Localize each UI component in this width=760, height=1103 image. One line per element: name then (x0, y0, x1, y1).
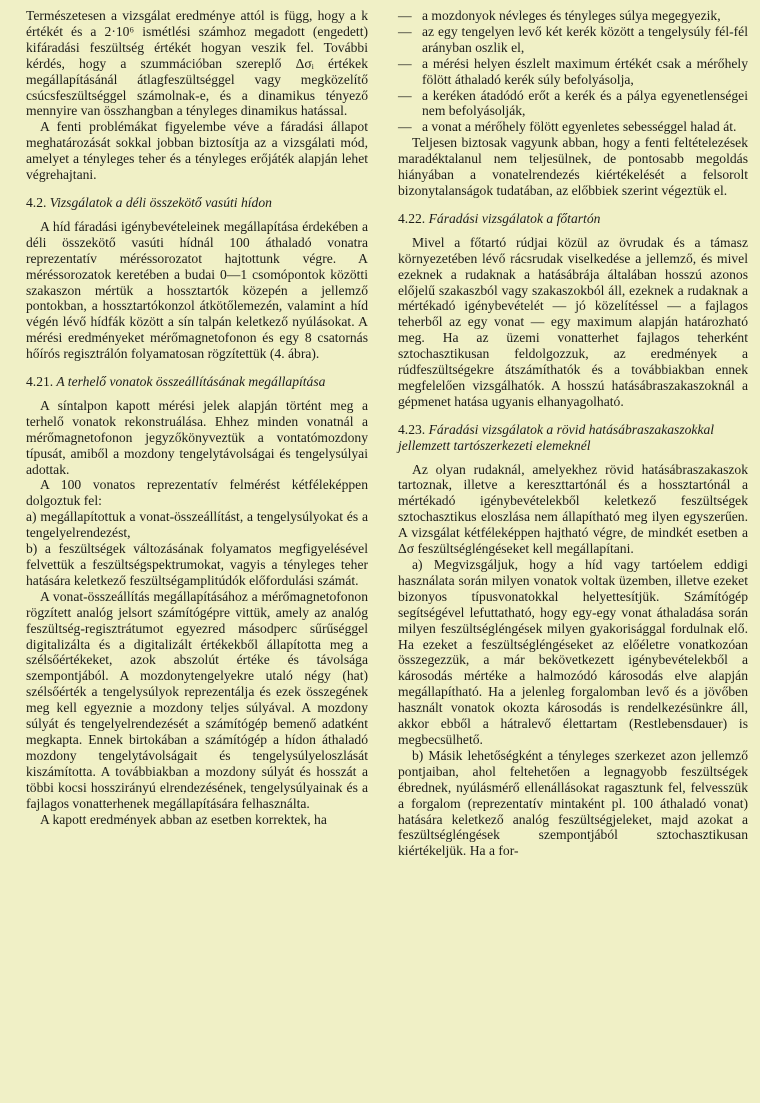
section-heading-4-22 (398, 211, 748, 227)
list-item-text: az egy tengelyen levő két kerék között a tengelysúly fél-fél arányban oszlik el, (422, 23, 748, 55)
list-item-text: a mozdonyok névleges és tényleges súlya megegyezik, (422, 8, 721, 23)
conditions-list (398, 8, 748, 135)
section-title: Vizsgálatok a déli összekötő vasúti hídon (49, 194, 272, 210)
section-heading-4-23 (398, 422, 748, 454)
paragraph-4-21-3: A vonat-összeállítás megállapításához a mérőmagnetofonon rögzített analóg jelsort számítógépre vittük, amely az analóg feszültség-regisztrátumot egyezred másodperc sűrűséggel digitalizálta és a digitalizált értékekből állapította meg a szélsőértékeket, azok abszolút értéke és távolsága szempontjából. A mozdonytengelyekre utaló négy (hat) szélsőérték a tengelysúlyok reprezentálja és ezek összegének meg kell egyeznie a mozdony teljes súlyával. A mozdony súlyát és tengelyelrendezését a számítógép bemenő adatként megkapta. Ennek birtokában a számítógép a hídon áthaladó mozdony tengelytávolságait és tengelysúlyeloszlását kiszámította. A továbbiakban a mozdony súlyát és hosszát a többi kocsi hosszirányú elrendezésének, tengelysúlyainak és a fajlagos vonatterhenek megállapítására felhasználta. (26, 588, 368, 811)
section-title: Fáradási vizsgálatok a főtartón (428, 210, 601, 226)
dash-marker: — (398, 87, 412, 103)
paragraph-intro-1: Természetesen a vizsgálat eredménye attól is függ, hogy a k értékét és a 2·10⁶ ismétlési számhoz megadott (engedett) kifáradási feszültség értékét hogyan veszik fel. További kérdés, hogy a szummációban szereplő Δσᵢ értékek megállapításánál átlagfeszültséggel vagy megközelítő csúcsfeszültséggel számolnak-e, és a dinamikus tényező mennyire van összhangban a tényleges dinamikus hatással. (26, 8, 368, 119)
list-item (398, 119, 748, 135)
list-item (398, 8, 748, 24)
section-title: A terhelő vonatok összeállításának megállapítása (56, 374, 326, 390)
list-item (398, 24, 748, 56)
list-item-text: a mérési helyen észlelt maximum értékét csak a mérőhely fölött áthaladó kerék súly befolyásolja, (422, 55, 748, 87)
list-item (398, 56, 748, 88)
list-item-text: a vonat a mérőhely fölött egyenletes sebességgel halad át. (422, 119, 737, 135)
paragraph-4-21-1: A síntalpon kapott mérési jelek alapján történt meg a terhelő vonatok rekonstruálása. Ehhez minden vonatnál a mérőmagnetofonon jegyzőkönyveztük a vontatómozdony típusát, amiből a mozdony tengelytávolságai és tengelysúlyai adottak. (26, 397, 368, 477)
paragraph-4-23-1: Az olyan rudaknál, amelyekhez rövid hatásábraszakaszok tartoznak, illetve a kereszttartónál és a hossztartónál a mértékadó igénybevételekből keletkező feszültségek sztochasztikus eloszlása nem állapítható meg ilyen egyszerűen. A vizsgálat kétféleképpen hajtható végre, de mindkét esetben a Δσ feszültségléngéseket kell megállapítani. (398, 461, 748, 557)
paragraph-4-21-4: A kapott eredmények abban az esetben korrektek, ha (40, 811, 327, 827)
section-heading-4-21 (26, 374, 368, 390)
paragraph-4-23-b: b) Másik lehetőségként a tényleges szerkezet azon jellemző pontjaiban, ahol feltehetően a legnagyobb feszültségek ébrednek, nyúlásmérő ellenállásokat ragasztunk fel, felvesszük a forgalom (reprezentatív mintaként pl. 100 áthaladó vonat) hatására keletkező analóg feszültségjeleket, majd azokat a feszültségléngések szempontjából sztochasztikusan kiértékeljük. Ha a for- (398, 747, 748, 859)
paragraph-4-22-1: Mivel a főtartó rúdjai közül az övrudak és a támasz környezetében lévő rácsrudak viselkedése a jellemző, és mivel ezeknek a rudaknak a hatásábrája általában hosszú azonos előjelű szakaszból vagy szakaszokból áll, ezeknek a rudaknak a mértékadó igénybevételét — jó közelítéssel — a fajlagos teherből az egy vonat — egy maximum alapján határozható meg. Ha az üzemi vonatterhet fajlagos teherként sztochasztikusan feldolgozzuk, az eredmények a rúdfeszültségekre átszámíthatók és a továbbiakban ennek megfelelően vizsgálhatók. A hosszú hatásábraszakaszoknál a gépmenet hatása ugyanis elhanyagolható. (398, 234, 748, 409)
section-number: 4.2. (26, 194, 47, 210)
section-number: 4.22. (398, 210, 426, 226)
left-column (26, 8, 368, 827)
dash-marker: — (398, 119, 412, 135)
paragraph-4-21-a: a) megállapítottuk a vonat-összeállítást, a tengelysúlyokat és a tengelyelrendezést, (26, 509, 368, 541)
paragraph-conditions-end: Teljesen biztosak vagyunk abban, hogy a fenti feltételezések maradéktalanul nem teljesülnek, de pontosabb megoldás hiányában a vonatelrendezés kiértékelését a felsorolt bizonytalanságok tudatában, az előbbiek szerint végeztük el. (398, 135, 748, 198)
list-item-text: a keréken átadódó erőt a kerék és a pálya egyenetlenségei nem befolyásolják, (422, 87, 748, 119)
dash-marker: — (398, 8, 412, 23)
section-number: 4.21. (26, 374, 54, 390)
list-item (398, 88, 748, 120)
paragraph-4-23-a: a) Megvizsgáljuk, hogy a híd vagy tartóelem eddigi használata során milyen vonatok voltak üzemben, illetve ezeket bizonyos típusvonatokkal helyettesítjük. Számítógép segítségével lefuttatható, hogy egy-egy vonat áthaladása során milyen feszültségléngések milyen gyakorisággal fordulnak elő. Ha ezeket a feszültségléngéseket az előéletre vonatkozóan összegezzük, a már bekövetkezett igénybevételekből a károsodás mértéke a halmozódó károsodás elve alapján megállapítható. Ha a jelenleg forgalomban levő és a jövőben használt vonatok okozta károsodás is rendelkezésünkre áll, akkor ebből a hátralevő élettartam (Restlebensdauer) is megbecsülhető. (398, 557, 748, 747)
paragraph-4-2-1: A híd fáradási igénybevételeinek megállapítása érdekében a déli összekötő vasúti hídnál 100 áthaladó vonatra reprezentatív méréssorozatot hajtottunk végre. A méréssorozatok keretében a budai 0—1 csomópontok közötti szakaszon mértük a hossztartók közepén a jellemző pontokban, a hossztartókonzol átkötőlemezén, valamint a híd végén lévő hídfák között a sín talpán keletkező nyúlásokat. A mérési eredményeket mérőmagnetofonon és egy 8 csatornás hőírós regisztrálón folyamatosan rögzítettük (4. ábra). (26, 218, 368, 362)
right-column (398, 8, 748, 859)
section-title: Fáradási vizsgálatok a rövid hatásábraszakaszokkal jellemzett tartószerkezeti elemeknél (398, 421, 715, 453)
paragraph-4-21-b: b) a feszültségek változásának folyamatos megfigyelésével felvettük a feszültségspektrumokat, vagyis a tényleges teher hatására keletkező feszültségamplitúdók előfordulási számát. (26, 541, 368, 588)
dash-marker: — (398, 55, 412, 71)
section-number: 4.23. (398, 421, 426, 437)
paragraph-intro-2: A fenti problémákat figyelembe véve a fáradási állapot meghatározását sokkal jobban biztosítja az a vizsgálati mód, amelyet a tényleges teher és a tényleges erőjáték alapján lehet végrehajtani. (26, 119, 368, 183)
section-heading-4-2 (26, 195, 368, 211)
dash-marker: — (398, 23, 412, 39)
paragraph-4-21-2: A 100 vonatos reprezentatív felmérést kétféleképpen dolgoztuk fel: (26, 477, 368, 509)
